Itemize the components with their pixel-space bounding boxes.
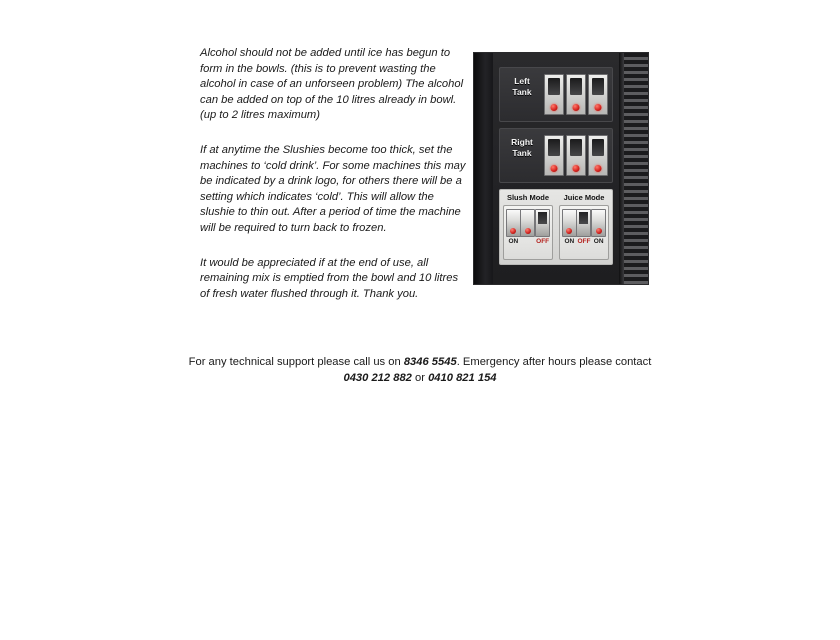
right-tank-label-line1: Right: [511, 137, 533, 147]
juice-switch-3[interactable]: [592, 209, 606, 259]
juice-mode-title: Juice Mode: [563, 193, 605, 202]
indicator-lamp-icon: [573, 104, 580, 111]
left-tank-switch-row: [544, 74, 608, 115]
mode-panel: [499, 189, 613, 265]
indicator-lamp-icon: [510, 228, 516, 234]
support-joiner-text: or: [411, 372, 429, 384]
indicator-lamp-icon: [566, 228, 572, 234]
mode-panel-titles: [500, 193, 612, 202]
support-middle-text: . Emergency after hours please contact: [456, 356, 652, 368]
slush-machine-control-panel-photo: [474, 53, 648, 284]
right-tank-switch-3[interactable]: [588, 135, 608, 176]
juice-switch-1[interactable]: [562, 209, 576, 259]
indicator-lamp-icon: [595, 165, 602, 172]
rocker-icon: [562, 209, 577, 237]
slush-switch-3-label: OFF: [536, 238, 550, 245]
rocker-icon: [576, 209, 591, 237]
left-tank-label-line2: Tank: [512, 87, 532, 97]
right-tank-switch-2[interactable]: [566, 135, 586, 176]
juice-switch-2[interactable]: [577, 209, 591, 259]
right-tank-switch-bank: [499, 128, 613, 183]
left-tank-label-line1: Left: [514, 76, 530, 86]
left-tank-label: [504, 76, 540, 98]
left-tank-switch-3[interactable]: [588, 74, 608, 115]
indicator-lamp-icon: [525, 228, 531, 234]
right-tank-switch-1[interactable]: [544, 135, 564, 176]
paragraph-alcohol: Alcohol should not be added until ice has begun to form in the bowls. (this is to prevent wasting the alcohol in case of an unforseen problem) The alcohol can be added on top of the 10 litres already in bowl. (up to 2 litres maximum): [200, 47, 464, 122]
instructions-text-block: [200, 46, 468, 302]
juice-switch-3-label: ON: [593, 238, 604, 245]
left-tank-switch-bank: [499, 67, 613, 122]
slush-switch-1[interactable]: [506, 209, 520, 259]
paragraph-slushie-thickness: If at anytime the Slushies become too thick, set the machines to ‘cold drink’. For some machines this may be indicated by a drink logo, for others there will be a setting which indicates ‘cold’. This will allow the slushie to thin out. After a period of time the machine will be required to turn back to frozen.: [200, 143, 466, 234]
indicator-lamp-icon: [595, 104, 602, 111]
left-tank-switch-2[interactable]: [566, 74, 586, 115]
slush-switch-1-label: ON: [508, 238, 519, 245]
rocker-icon: [506, 209, 521, 237]
juice-switch-2-label: OFF: [577, 238, 591, 245]
rocker-icon: [520, 209, 535, 237]
photo-left-edge: [474, 53, 493, 284]
slush-switch-3[interactable]: [536, 209, 550, 259]
slush-switch-2[interactable]: [521, 209, 535, 259]
support-phone-after-hours-1: 0430 212 882: [343, 372, 412, 384]
slush-mode-title: Slush Mode: [506, 193, 550, 202]
right-tank-switch-row: [544, 135, 608, 176]
indicator-lamp-icon: [573, 165, 580, 172]
support-contact-line: [180, 354, 660, 386]
rocker-icon: [591, 209, 606, 237]
paragraph-end-of-use: It would be appreciated if at the end of use, all remaining mix is emptied from the bowl and 10 litres of fresh water flushed through it. Thank you.: [200, 256, 459, 300]
right-tank-label-line2: Tank: [512, 148, 532, 158]
juice-mode-switch-group: [559, 205, 609, 260]
rocker-icon: [535, 209, 550, 237]
indicator-lamp-icon: [596, 228, 602, 234]
right-tank-label: [504, 137, 540, 159]
photo-vent-grille: [619, 53, 648, 284]
support-phone-after-hours-2: 0410 821 154: [428, 372, 497, 384]
slush-mode-switch-group: [503, 205, 553, 260]
indicator-lamp-icon: [551, 165, 558, 172]
left-tank-switch-1[interactable]: [544, 74, 564, 115]
juice-switch-1-label: ON: [564, 238, 575, 245]
mode-switch-groups: [503, 205, 609, 260]
indicator-lamp-icon: [551, 104, 558, 111]
support-lead-text: For any technical support please call us on: [188, 356, 404, 368]
support-phone-primary: 8346 5545: [403, 356, 457, 368]
control-panel-face: [493, 53, 619, 284]
